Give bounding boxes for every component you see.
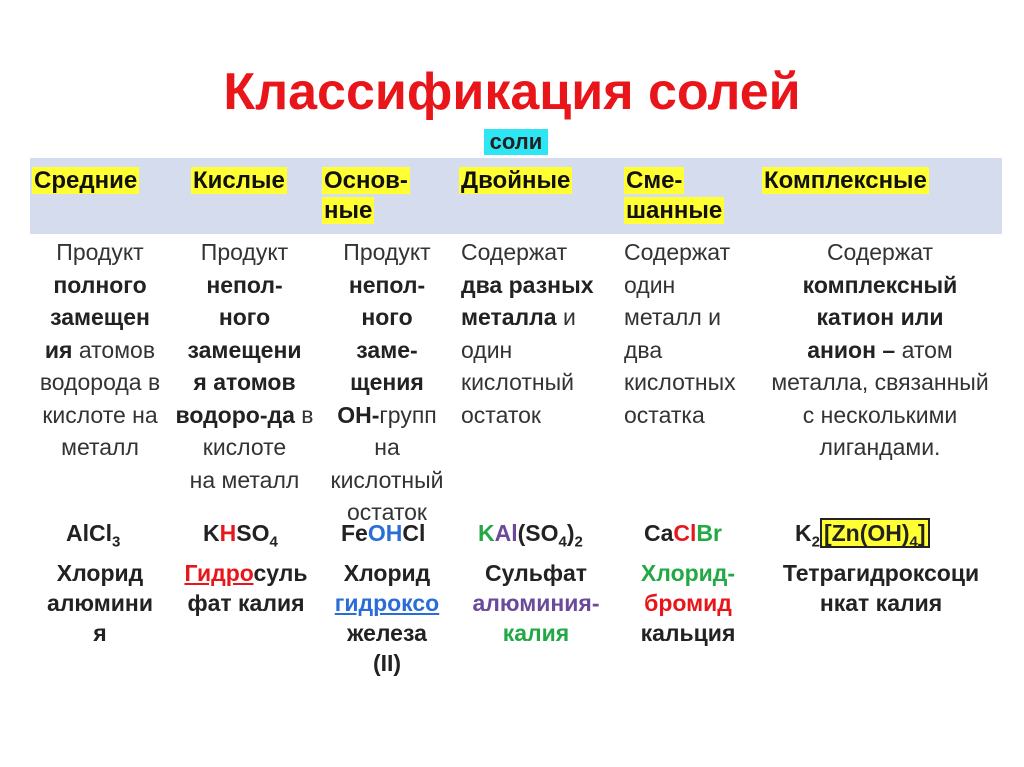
name-middle: Хлорид алюмини я [47,560,153,646]
formula-middle: AlCl$_3$ [66,520,121,551]
desc-mixed: Содержат один металл и два кислотных остатка [624,239,736,428]
page-title: Классификация солей [223,63,801,121]
header-middle: Средние [34,167,138,194]
name-mixed: Хлорид- бромид кальция [640,560,736,646]
header-acid: Кислые [193,167,285,194]
formula-double: $KAl(SO_4)_2$ [478,520,583,551]
root-label: соли [484,129,548,155]
name-basic: Хлорид гидроксо железа (II) [334,560,440,676]
formula-acid: $KHSO_4$ [203,520,278,551]
header-double: Двойные [461,167,571,194]
desc-double: Содержат два разных металла и один кислотный остаток [461,239,594,428]
formula-mixed: CaClBr [644,520,722,546]
header-basic: Основ- ные [324,167,408,224]
name-complex: Тетрагидроксоци нкат калия [782,560,980,616]
formula-complex: $K_2$ $[Zn(OH)_4]$ [795,518,930,558]
formula-basic: FeOHCl [341,520,426,546]
desc-acid: Продукт непол- ного замещени я атомов водоро-да в кислоте на металл [175,239,314,493]
name-acid: Гидросуль фат калия [184,560,308,616]
header-complex: Комплексные [764,167,927,194]
name-double: Сульфат алюминия- калия [472,560,600,646]
desc-complex: Содержат комплексный катион или анион – атом металла, связанный с несколькими лигандами. [771,239,989,460]
header-mixed: Сме- шанные [626,167,723,224]
desc-basic: Продукт непол- ного заме- щения OH-групп на кислотный остаток [330,239,444,525]
desc-middle: Продукт полного замещен ия атомов водорода в кислоте на металл [39,239,161,460]
